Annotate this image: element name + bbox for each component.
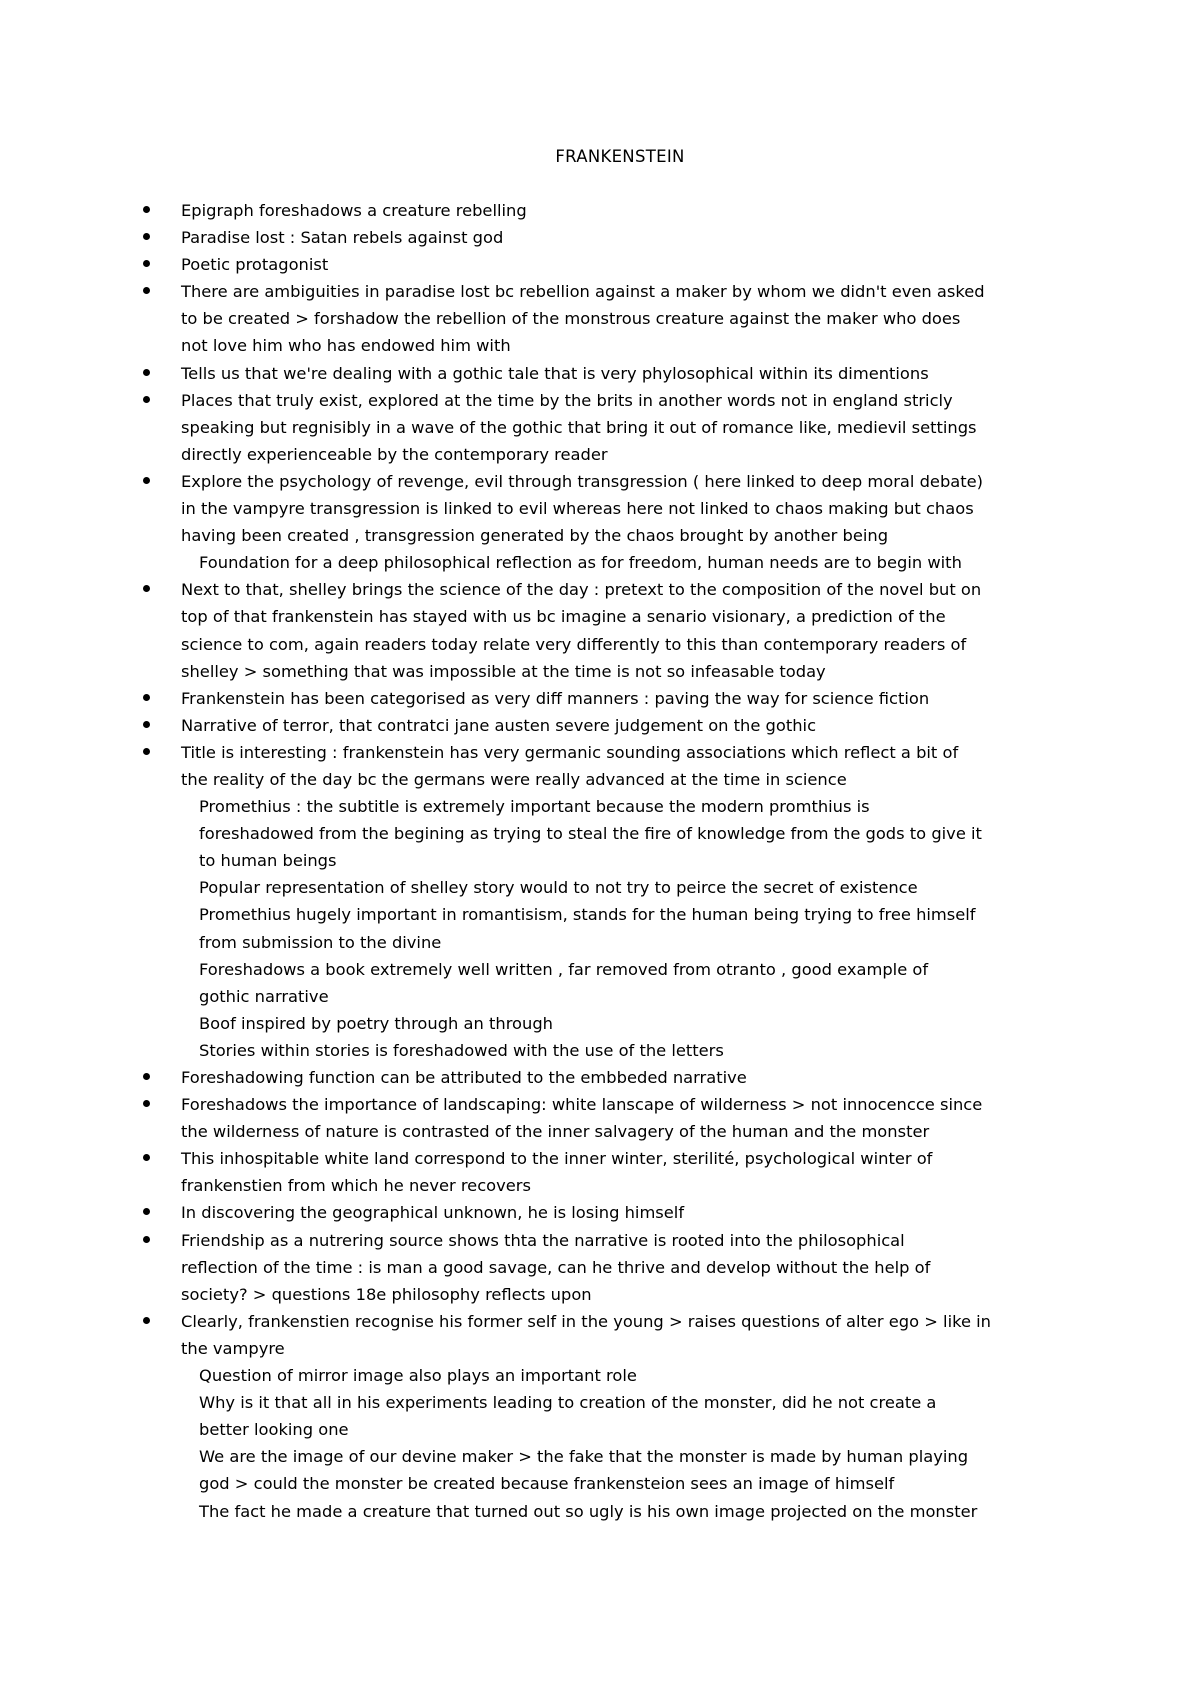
text-line: We are the image of our devine maker > the fake that the monster is made by human playing (199, 1447, 969, 1467)
notes-list (143, 197, 1143, 1525)
bullet-icon (143, 260, 150, 267)
sub-note-item (143, 1362, 1143, 1389)
text-line: The fact he made a creature that turned out so ugly is his own image projected on the monster (199, 1501, 978, 1521)
text-line: better looking one (199, 1420, 349, 1440)
text-line: having been created , transgression generated by the chaos brought by another being (181, 526, 889, 546)
bullet-icon (143, 1100, 150, 1107)
text-line: foreshadowed from the begining as trying to steal the fire of knowledge from the gods to give it (199, 824, 982, 844)
bullet-item (143, 468, 1143, 549)
sub-note-item (143, 1443, 1143, 1497)
bullet-item (143, 1064, 1143, 1091)
text-line: Promethius hugely important in romantisism, stands for the human being trying to free himself (199, 905, 976, 925)
text-line: speaking but regnisibly in a wave of the gothic that bring it out of romance like, medievil settings (181, 417, 977, 437)
bullet-item (143, 387, 1143, 468)
sub-note-item (143, 1010, 1143, 1037)
text-line: Title is interesting : frankenstein has very germanic sounding associations which reflect a bit of (181, 742, 959, 762)
text-line: There are ambiguities in paradise lost bc rebellion against a maker by whom we didn't even asked (181, 282, 985, 302)
bullet-icon (143, 748, 150, 755)
bullet-icon (143, 396, 150, 403)
text-line: Boof inspired by poetry through an through (199, 1013, 553, 1033)
bullet-icon (143, 721, 150, 728)
sub-note-item (143, 901, 1143, 955)
bullet-item (143, 739, 1143, 793)
text-line: Places that truly exist, explored at the time by the brits in another words not in england stricly (181, 390, 953, 410)
text-line: the vampyre (181, 1338, 285, 1358)
text-line: Paradise lost : Satan rebels against god (181, 228, 504, 248)
sub-note-item (143, 1389, 1143, 1443)
text-line: Why is it that all in his experiments leading to creation of the monster, did he not create a (199, 1393, 937, 1413)
text-line: Narrative of terror, that contratci jane austen severe judgement on the gothic (181, 715, 817, 735)
bullet-icon (143, 1317, 150, 1324)
bullet-icon (143, 1073, 150, 1080)
bullet-item (143, 197, 1143, 224)
bullet-icon (143, 585, 150, 592)
text-line: Foreshadowing function can be attributed to the embbeded narrative (181, 1068, 747, 1087)
bullet-item (143, 1091, 1143, 1145)
text-line: frankenstien from which he never recovers (181, 1176, 531, 1196)
bullet-icon (143, 1208, 150, 1215)
text-line: Explore the psychology of revenge, evil through transgression ( here linked to deep moral debate) (181, 471, 984, 491)
bullet-icon (143, 287, 150, 294)
bullet-item (143, 251, 1143, 278)
sub-note-item (143, 549, 1143, 576)
text-line: from submission to the divine (199, 932, 442, 952)
text-line: Friendship as a nutrering source shows thta the narrative is rooted into the philosophical (181, 1230, 905, 1250)
bullet-item (143, 1308, 1143, 1362)
bullet-icon (143, 477, 150, 484)
text-line: gothic narrative (199, 986, 329, 1006)
sub-note-item (143, 874, 1143, 901)
bullet-icon (143, 1154, 150, 1161)
bullet-item (143, 576, 1143, 684)
sub-note-item (143, 1037, 1143, 1064)
page-title: FRANKENSTEIN (555, 147, 685, 166)
bullet-item (143, 278, 1143, 359)
text-line: Foreshadows the importance of landscaping: white lanscape of wilderness > not innocencce since (181, 1095, 983, 1115)
text-line: not love him who has endowed him with (181, 336, 511, 356)
text-line: Stories within stories is foreshadowed with the use of the letters (199, 1040, 724, 1060)
text-line: shelley > something that was impossible at the time is not so infeasable today (181, 661, 826, 681)
text-line: Clearly, frankenstien recognise his former self in the young > raises questions of alter ego > like in (181, 1311, 991, 1331)
bullet-item (143, 360, 1143, 387)
bullet-icon (143, 1236, 150, 1243)
bullet-item (143, 1199, 1143, 1226)
text-line: to be created > forshadow the rebellion of the monstrous creature against the maker who does (181, 309, 961, 329)
text-line: Tells us that we're dealing with a gothic tale that is very phylosophical within its dimentions (181, 363, 929, 383)
text-line: Next to that, shelley brings the science of the day : pretext to the composition of the novel but on (181, 580, 982, 600)
text-line: Question of mirror image also plays an important role (199, 1366, 637, 1386)
text-line: in the vampyre transgression is linked to evil whereas here not linked to chaos making but chaos (181, 499, 974, 519)
bullet-item (143, 712, 1143, 739)
sub-note-item (143, 956, 1143, 1010)
text-line: Popular representation of shelley story would to not try to peirce the secret of existence (199, 878, 918, 898)
sub-note-item (143, 1498, 1143, 1525)
text-line: Poetic protagonist (181, 255, 329, 275)
bullet-icon (143, 206, 150, 213)
text-line: reflection of the time : is man a good savage, can he thrive and develop without the help of (181, 1257, 931, 1277)
text-line: Frankenstein has been categorised as very diff manners : paving the way for science fiction (181, 688, 930, 708)
text-line: This inhospitable white land correspond to the inner winter, sterilité, psychological winter of (181, 1149, 933, 1169)
bullet-icon (143, 694, 150, 701)
text-line: Foreshadows a book extremely well written , far removed from otranto , good example of (199, 959, 929, 979)
bullet-icon (143, 233, 150, 240)
sub-note-item (143, 793, 1143, 874)
text-line: society? > questions 18e philosophy reflects upon (181, 1284, 592, 1304)
text-line: the reality of the day bc the germans were really advanced at the time in science (181, 769, 847, 789)
text-line: directly experienceable by the contemporary reader (181, 444, 608, 464)
text-line: to human beings (199, 851, 337, 871)
bullet-item (143, 685, 1143, 712)
text-line: Foundation for a deep philosophical reflection as for freedom, human needs are to begin with (199, 553, 962, 573)
text-line: top of that frankenstein has stayed with us bc imagine a senario visionary, a prediction of the (181, 607, 946, 627)
bullet-item (143, 1145, 1143, 1199)
text-line: the wilderness of nature is contrasted of the inner salvagery of the human and the monster (181, 1122, 930, 1142)
bullet-icon (143, 369, 150, 376)
text-line: In discovering the geographical unknown, he is losing himself (181, 1203, 685, 1223)
text-line: god > could the monster be created because frankensteion sees an image of himself (199, 1474, 895, 1494)
text-line: Epigraph foreshadows a creature rebelling (181, 201, 527, 220)
text-line: Promethius : the subtitle is extremely important because the modern promthius is (199, 797, 870, 817)
text-line: science to com, again readers today relate very differently to this than contemporary readers of (181, 634, 967, 654)
bullet-item (143, 224, 1143, 251)
bullet-item (143, 1227, 1143, 1308)
